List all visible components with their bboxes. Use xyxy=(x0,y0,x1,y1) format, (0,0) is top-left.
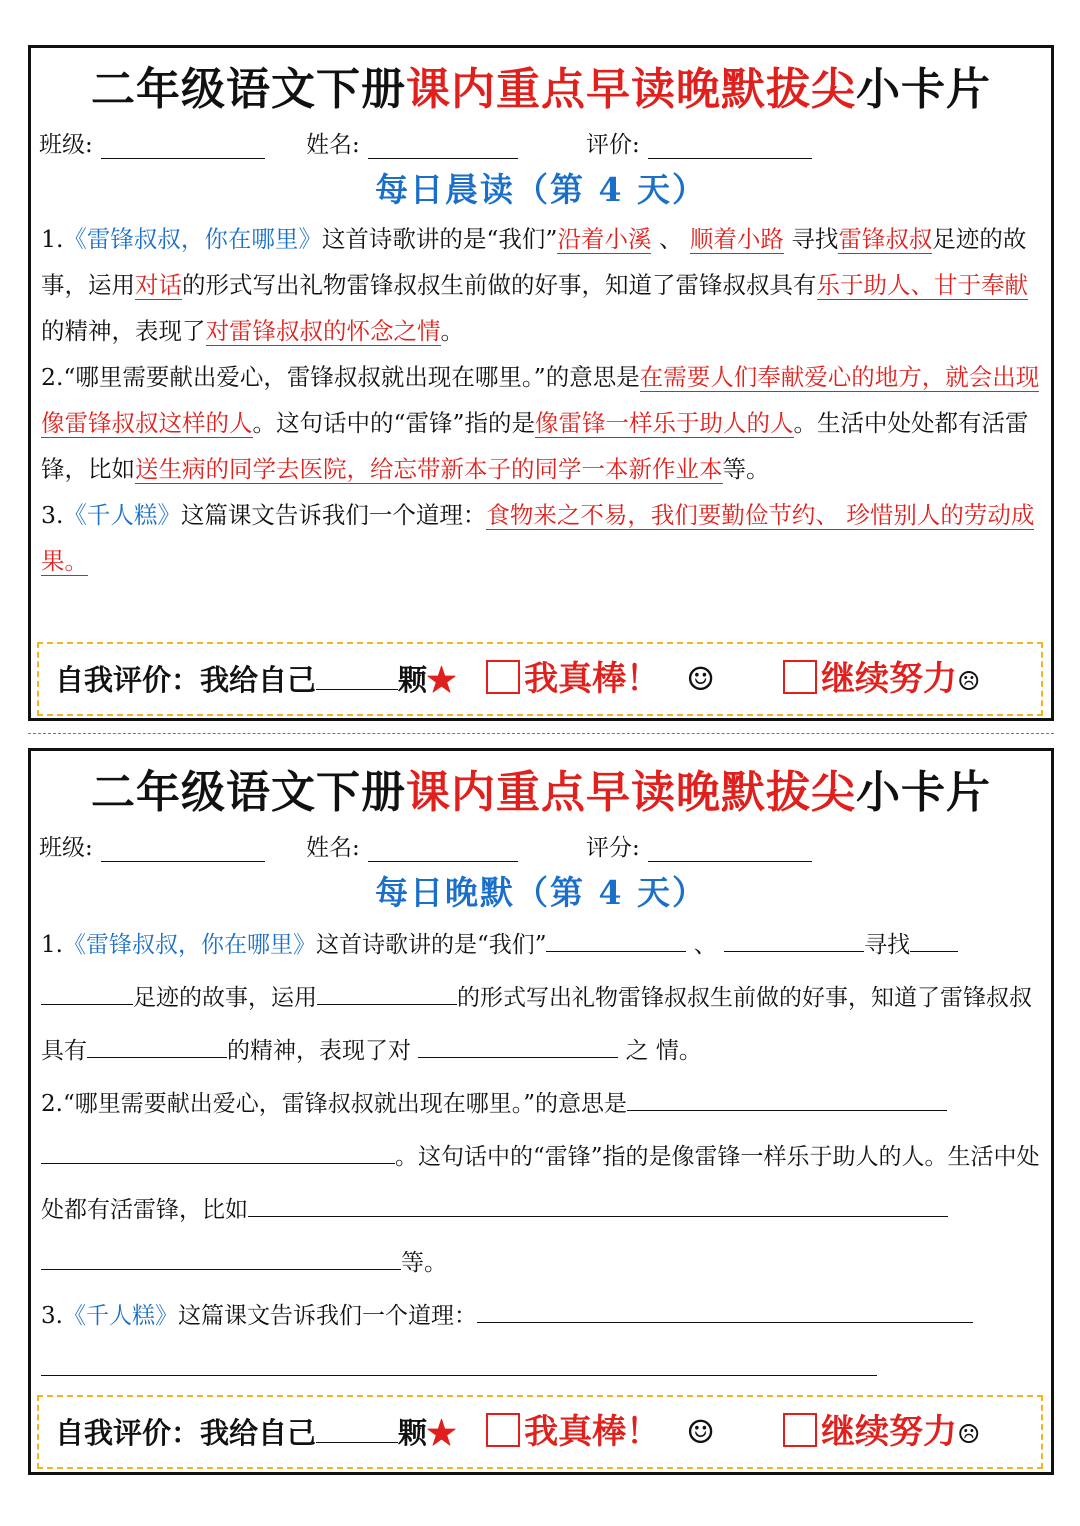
card-subtitle: 每日晚默（第 4 天） xyxy=(375,873,707,912)
name-field: 姓名: xyxy=(306,126,518,159)
class-field: 班级: xyxy=(39,829,265,862)
question-1: 1.《雷锋叔叔，你在哪里》这首诗歌讲的是“我们” 、 寻找 足迹的故事，运用 的形式写出礼物雷锋叔叔生前做的好事，知道了雷锋叔叔具有 的精神，表现了对 之 情。 xyxy=(31,919,1051,1078)
great-option[interactable]: 我真棒！ xyxy=(486,663,660,697)
keep-trying-option[interactable]: 继续努力 xyxy=(783,663,957,697)
great-option[interactable]: 我真棒！ xyxy=(486,1416,660,1450)
star-count-blank[interactable] xyxy=(316,661,398,690)
question-3: 3.《千人糕》这篇课文告诉我们一个道理： xyxy=(31,1290,1051,1396)
score-field: 评分: xyxy=(586,829,812,862)
eval-blank[interactable] xyxy=(648,136,812,159)
answer-blank[interactable] xyxy=(41,1139,395,1164)
star-icon: ★ xyxy=(427,1416,457,1450)
star-icon: ★ xyxy=(427,663,457,697)
morning-reading-card xyxy=(28,45,1054,721)
self-evaluation-box: 自我评价：我给自己 颗★ 我真棒！ ☺ 继续努力☹ xyxy=(37,642,1043,716)
self-evaluation-box: 自我评价：我给自己 颗★ 我真棒！ ☺ 继续努力☹ xyxy=(37,1395,1043,1469)
name-blank[interactable] xyxy=(368,136,518,159)
answer-blank[interactable] xyxy=(41,1245,401,1270)
student-info-row xyxy=(31,827,1051,867)
keep-trying-option[interactable]: 继续努力 xyxy=(783,1416,957,1450)
card-divider xyxy=(28,733,1054,734)
star-count-blank[interactable] xyxy=(316,1414,398,1443)
class-blank[interactable] xyxy=(101,136,265,159)
question-2: 2.“哪里需要献出爱心，雷锋叔叔就出现在哪里。”的意思是 。这句话中的“雷锋”指的是像雷锋一样乐于助人的人。生活中处处都有活雷锋，比如 等。 xyxy=(31,1078,1051,1290)
eval-field: 评价: xyxy=(586,126,812,159)
score-blank[interactable] xyxy=(648,839,812,862)
answer-blank[interactable] xyxy=(248,1192,948,1217)
smile-icon: ☺ xyxy=(686,1413,715,1451)
answer-blank[interactable] xyxy=(418,1033,618,1058)
answer-blank[interactable] xyxy=(724,927,864,952)
answer-blank[interactable] xyxy=(41,980,133,1005)
card-title: 二年级语文下册课内重点早读晚默拔尖小卡片 xyxy=(91,64,991,115)
name-field: 姓名: xyxy=(306,829,518,862)
card-title: 二年级语文下册课内重点早读晚默拔尖小卡片 xyxy=(91,767,991,818)
checkbox-keep-trying[interactable] xyxy=(783,1413,817,1447)
answer-blank[interactable] xyxy=(477,1298,973,1323)
class-field: 班级: xyxy=(39,126,265,159)
question-1: 1.《雷锋叔叔，你在哪里》这首诗歌讲的是“我们”沿着小溪 、 顺着小路 寻找雷锋叔叔足迹的故事，运用对话的形式写出礼物雷锋叔叔生前做的好事，知道了雷锋叔叔具有乐于助人、甘于奉献的精神，表现了对雷锋叔叔的怀念之情。 xyxy=(41,225,1028,345)
checkbox-keep-trying[interactable] xyxy=(783,660,817,694)
sad-icon: ☹ xyxy=(957,667,981,697)
question-2: 2.“哪里需要献出爱心，雷锋叔叔就出现在哪里。”的意思是在需要人们奉献爱心的地方，就会出现像雷锋叔叔这样的人。这句话中的“雷锋”指的是像雷锋一样乐于助人的人。生活中处处都有活雷锋，比如送生病的同学去医院，给忘带新本子的同学一本新作业本等。 xyxy=(41,363,1040,483)
answer-blank[interactable] xyxy=(910,927,958,952)
checkbox-great[interactable] xyxy=(486,1413,520,1447)
answer-blank[interactable] xyxy=(317,980,457,1005)
checkbox-great[interactable] xyxy=(486,660,520,694)
answer-blank[interactable] xyxy=(41,1351,877,1376)
question-3: 3.《千人糕》这篇课文告诉我们一个道理：食物来之不易，我们要勤俭节约、 珍惜别人的劳动成果。 xyxy=(41,501,1035,575)
name-blank[interactable] xyxy=(368,839,518,862)
answer-blank[interactable] xyxy=(627,1086,947,1111)
smile-icon: ☺ xyxy=(686,660,715,698)
card-subtitle: 每日晨读（第 4 天） xyxy=(375,170,707,209)
student-info-row xyxy=(31,124,1051,164)
sad-icon: ☹ xyxy=(957,1420,981,1450)
class-blank[interactable] xyxy=(101,839,265,862)
answer-blank[interactable] xyxy=(87,1033,227,1058)
evening-dictation-card xyxy=(28,748,1054,1475)
answer-blank[interactable] xyxy=(546,927,686,952)
